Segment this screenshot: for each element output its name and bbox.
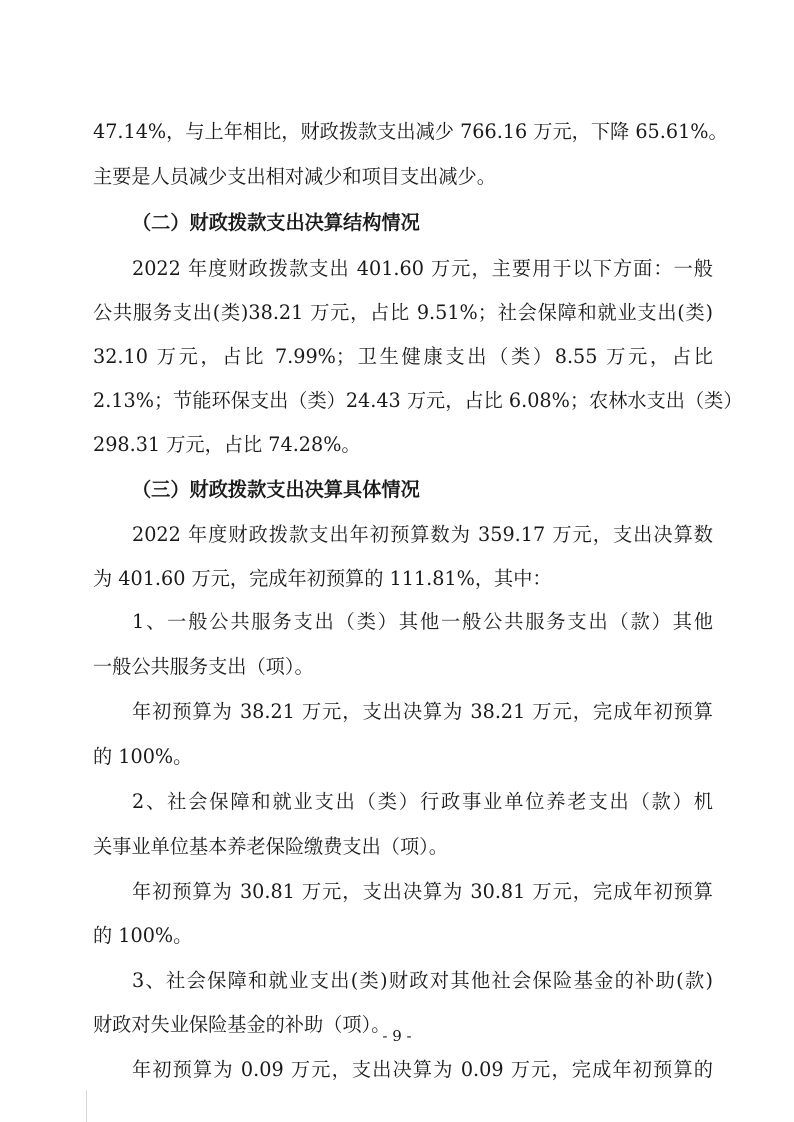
body-line: 的 100%。 (93, 924, 193, 947)
body-line: 年初预算为 38.21 万元，支出决算为 38.21 万元，完成年初预算 (132, 700, 713, 723)
body-line: 的 100%。 (93, 745, 193, 768)
body-line: 公共服务支出(类)38.21 万元，占比 9.51%；社会保障和就业支出(类) (93, 301, 713, 324)
section-heading-3: （三）财政拨款支出决算具体情况 (132, 478, 420, 501)
body-line: 298.31 万元，占比 74.28%。 (93, 433, 361, 456)
body-line: 47.14%，与上年相比，财政拨款支出减少 766.16 万元，下降 65.61%。 (93, 120, 728, 143)
body-line: 一般公共服务支出（项）。 (93, 655, 314, 678)
body-line: 年初预算为 0.09 万元，支出决算为 0.09 万元，完成年初预算的 (132, 1058, 713, 1081)
body-line: 财政对失业保险基金的补助（项）。 (93, 1013, 391, 1036)
body-line: 关事业单位基本养老保险缴费支出（项）。 (93, 835, 448, 858)
scan-edge-mark (86, 1090, 87, 1122)
body-line: 主要是人员减少支出相对减少和项目支出减少。 (93, 165, 496, 188)
body-line: 为 401.60 万元，完成年初预算的 111.81%，其中： (93, 567, 552, 590)
section-heading-2: （二）财政拨款支出决算结构情况 (132, 211, 420, 234)
page-number: - 9 - (382, 1027, 412, 1045)
body-line: 3、社会保障和就业支出(类)财政对其他社会保险基金的补助(款) (132, 969, 713, 992)
body-line: 2.13%；节能环保支出（类）24.43 万元，占比 6.08%；农林水支出（类） (93, 389, 743, 412)
body-line: 2022 年度财政拨款支出年初预算数为 359.17 万元，支出决算数 (132, 523, 713, 546)
body-line: 1、一般公共服务支出（类）其他一般公共服务支出（款）其他 (132, 610, 713, 633)
body-line: 2、社会保障和就业支出（类）行政事业单位养老支出（款）机 (132, 790, 713, 813)
body-line: 32.10 万元，占比 7.99%；卫生健康支出（类）8.55 万元，占比 (93, 345, 713, 368)
body-line: 2022 年度财政拨款支出 401.60 万元，主要用于以下方面：一般 (132, 257, 713, 280)
body-line: 年初预算为 30.81 万元，支出决算为 30.81 万元，完成年初预算 (132, 880, 713, 903)
